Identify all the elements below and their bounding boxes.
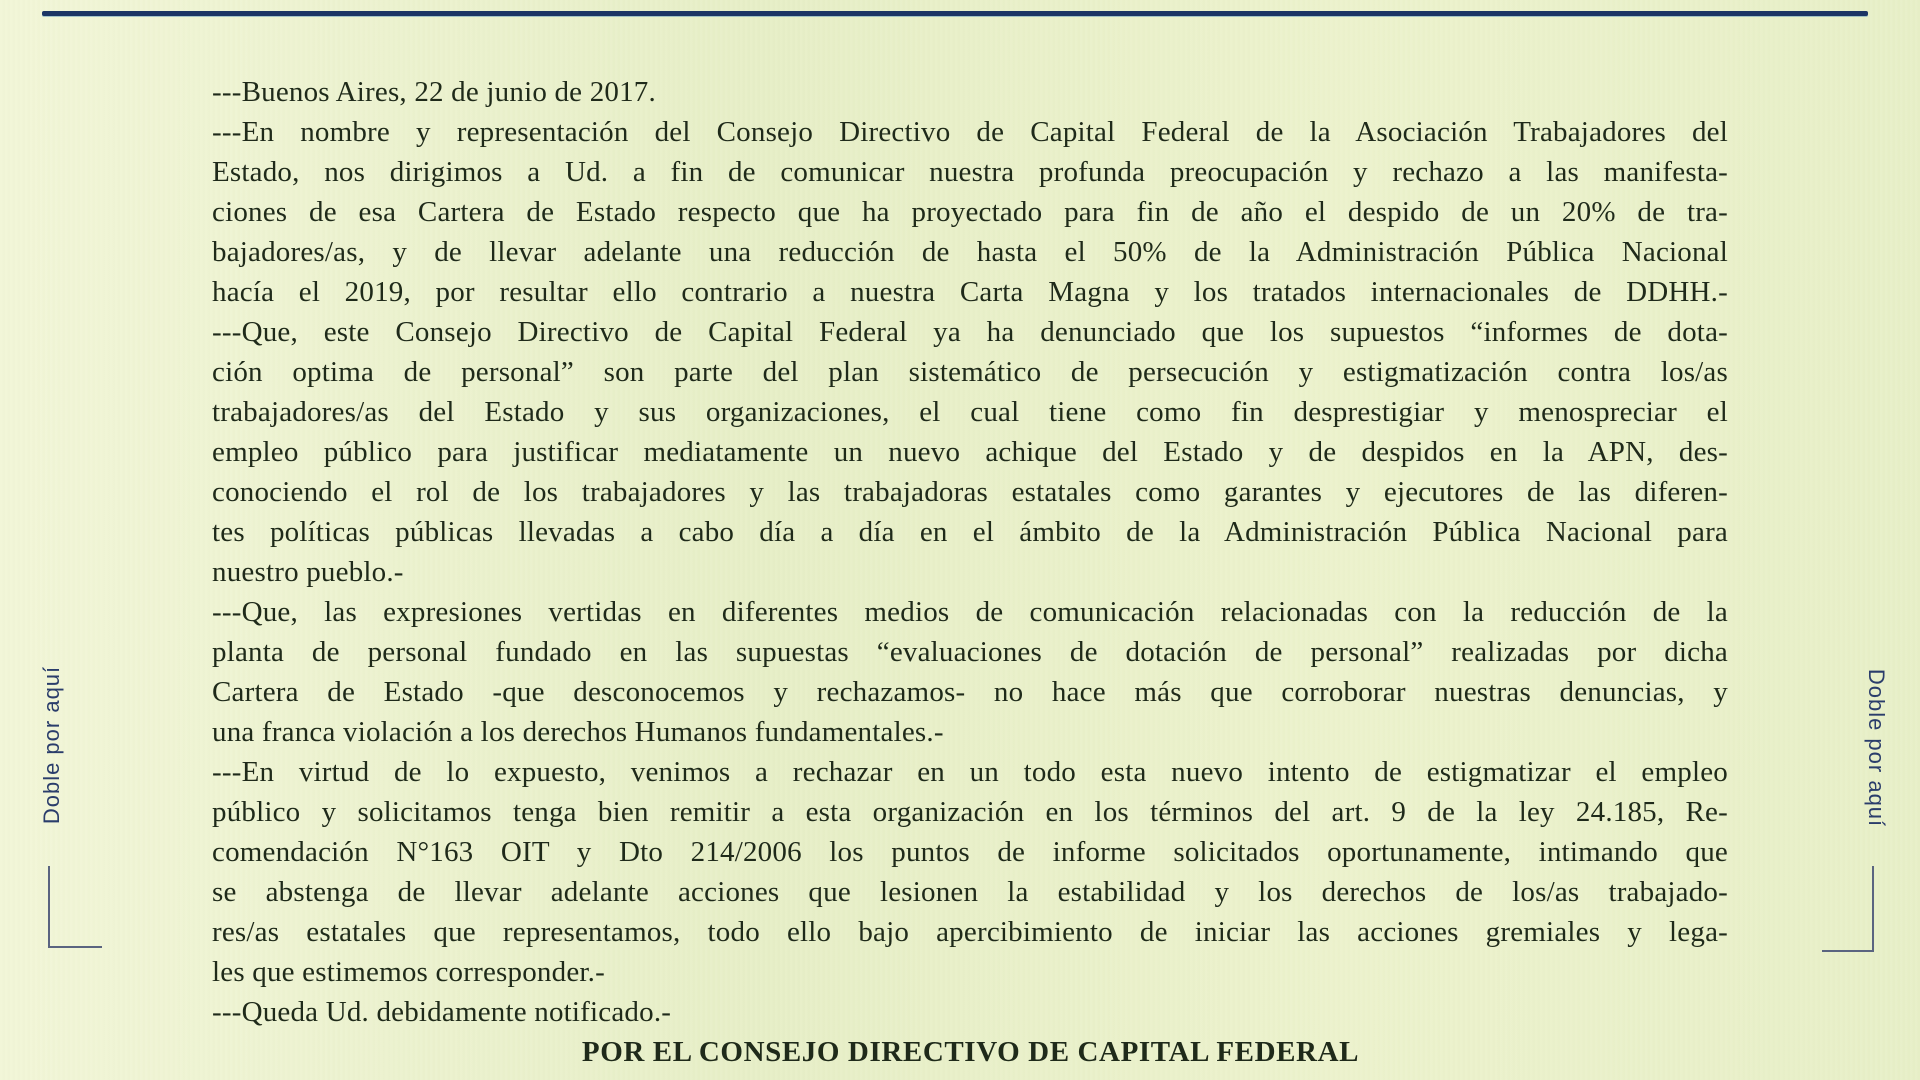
text-line: ---Que, las expresiones vertidas en diferentes medios de comunicación relacionadas con la reducción de la [212, 596, 1728, 628]
text-line: bajadores/as, y de llevar adelante una reducción de hasta el 50% de la Administración Pública Nacional [212, 236, 1728, 268]
text-line: ción optima de personal” son parte del plan sistemático de persecución y estigmatización contra los/as [212, 356, 1728, 388]
text-line: trabajadores/as del Estado y sus organizaciones, el cual tiene como fin desprestigiar y menospreciar el [212, 396, 1728, 428]
left-fold-label: Doble por aquí [39, 665, 64, 825]
text-line: les que estimemos corresponder.- [212, 956, 605, 988]
text-line: tes políticas públicas llevadas a cabo día a día en el ámbito de la Administración Pública Nacional para [212, 516, 1728, 548]
top-rule-divider [42, 11, 1868, 16]
text-line: res/as estatales que representamos, todo ello bajo apercibimiento de iniciar las acciones gremiales y lega- [212, 916, 1728, 948]
closing-line: ---Queda Ud. debidamente notificado.- [212, 996, 672, 1028]
signature-line: POR EL CONSEJO DIRECTIVO DE CAPITAL FEDERAL [581, 1036, 1360, 1068]
text-line: una franca violación a los derechos Humanos fundamentales.- [212, 716, 944, 748]
left-fold-bracket-icon [48, 866, 102, 948]
text-line: ciones de esa Cartera de Estado respecto que ha proyectado para fin de año el despido de un 20% de tra- [212, 196, 1728, 228]
text-line: planta de personal fundado en las supuestas “evaluaciones de dotación de personal” realizadas por dicha [212, 636, 1728, 668]
text-line: empleo público para justificar mediatamente un nuevo achique del Estado y de despidos en la APN, des- [212, 436, 1728, 468]
text-line: se abstenga de llevar adelante acciones que lesionen la estabilidad y los derechos de los/as trabajado- [212, 876, 1728, 908]
date-line: ---Buenos Aires, 22 de junio de 2017. [212, 76, 656, 108]
text-line: conociendo el rol de los trabajadores y las trabajadoras estatales como garantes y ejecutores de las diferen- [212, 476, 1728, 508]
text-line: Estado, nos dirigimos a Ud. a fin de comunicar nuestra profunda preocupación y rechazo a las manifesta- [212, 156, 1728, 188]
right-fold-bracket-icon [1822, 866, 1874, 952]
text-line: comendación N°163 OIT y Dto 214/2006 los puntos de informe solicitados oportunamente, intimando que [212, 836, 1728, 868]
text-line: nuestro pueblo.- [212, 556, 404, 588]
text-line: ---Que, este Consejo Directivo de Capital Federal ya ha denunciado que los supuestos “informes de dota- [212, 316, 1728, 348]
right-fold-label: Doble por aquí [1864, 668, 1889, 828]
letter-body [212, 72, 1728, 1032]
text-line: hacía el 2019, por resultar ello contrario a nuestra Carta Magna y los tratados internacionales de DDHH.- [212, 276, 1728, 308]
text-line: ---En nombre y representación del Consejo Directivo de Capital Federal de la Asociación Trabajadores del [212, 116, 1728, 148]
text-line: público y solicitamos tenga bien remitir a esta organización en los términos del art. 9 de la ley 24.185, Re- [212, 796, 1728, 828]
text-line: ---En virtud de lo expuesto, venimos a rechazar en un todo esta nuevo intento de estigmatizar el empleo [212, 756, 1728, 788]
text-line: Cartera de Estado -que desconocemos y rechazamos- no hace más que corroborar nuestras denuncias, y [212, 676, 1728, 708]
